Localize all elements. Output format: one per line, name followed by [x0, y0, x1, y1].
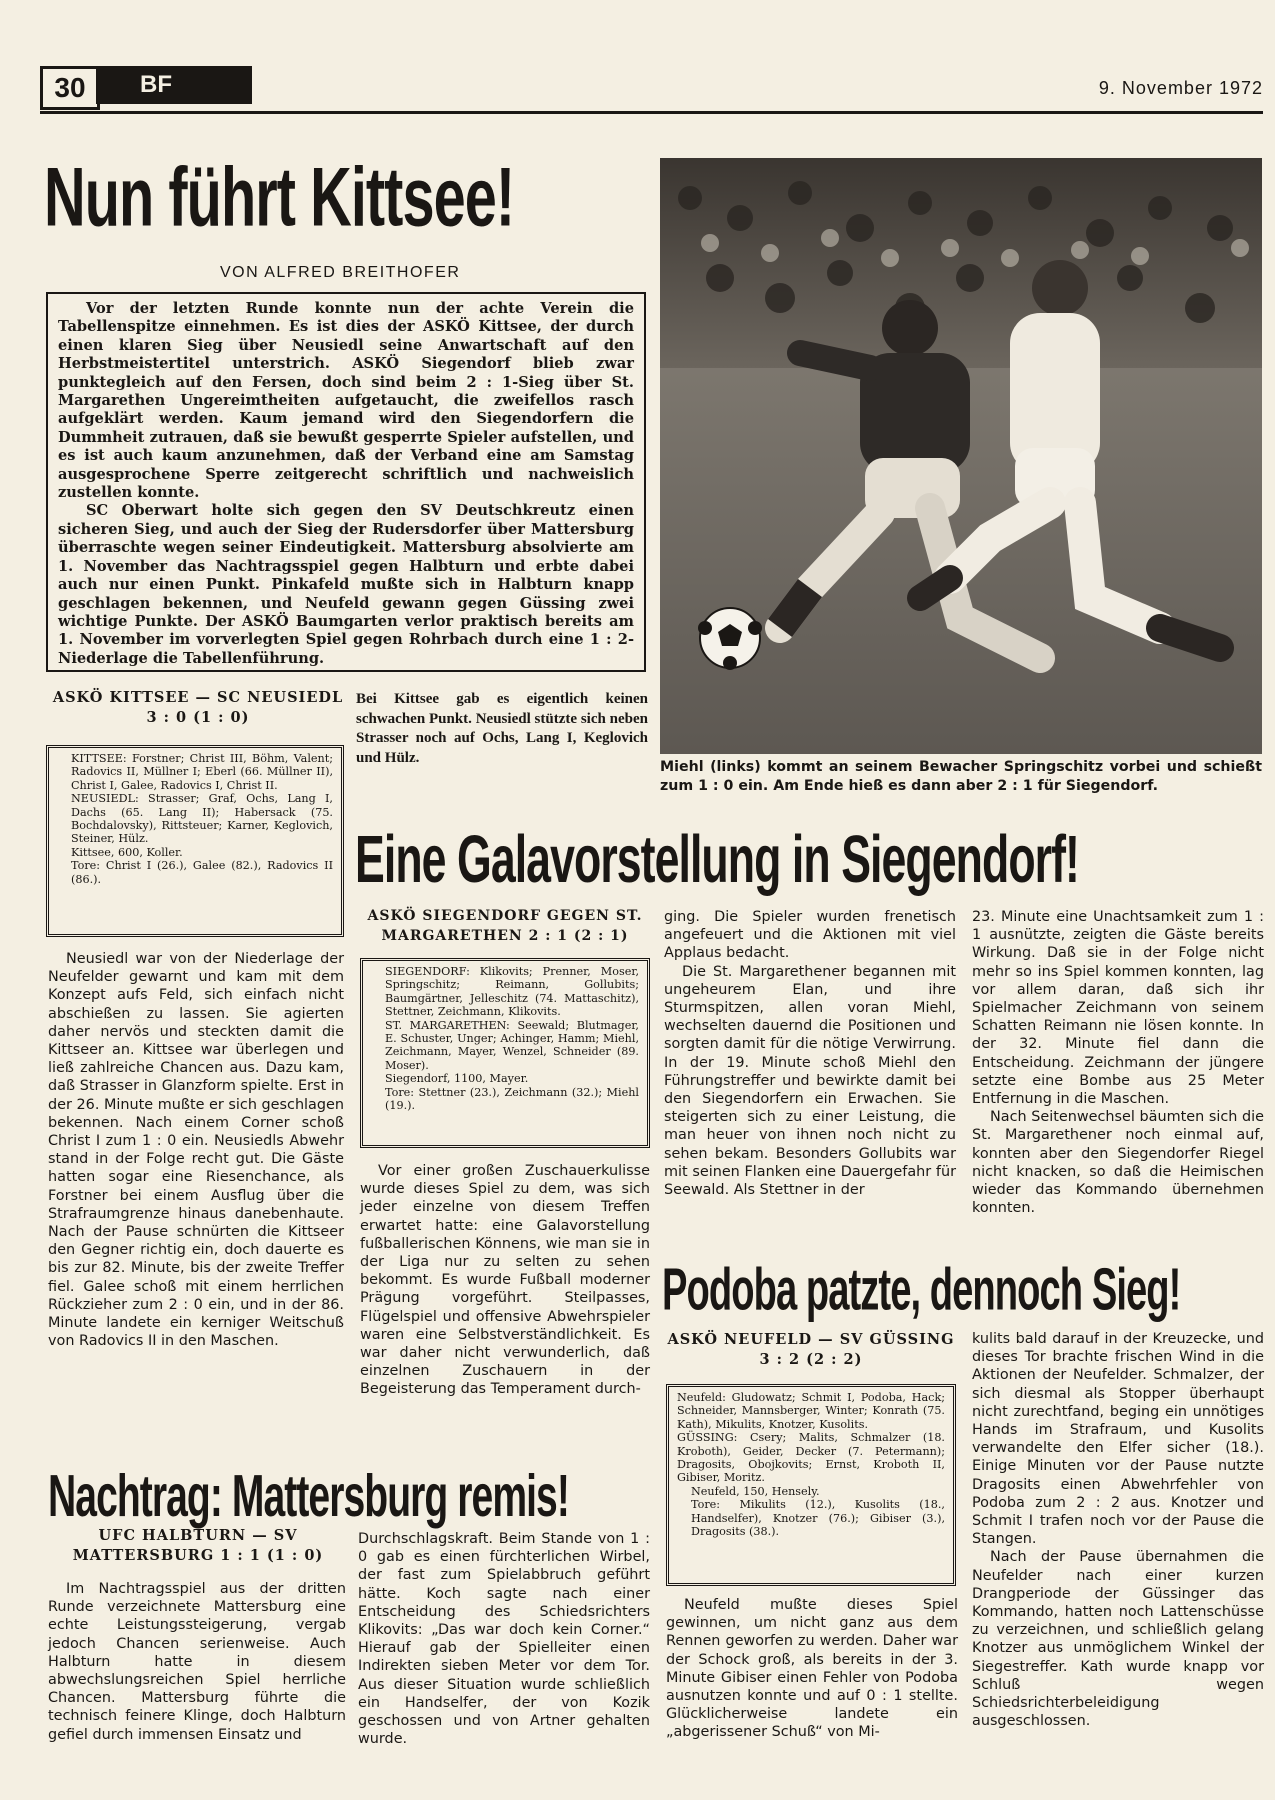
body-paragraph: Neufeld mußte dieses Spiel gewinnen, um nicht ganz aus dem Rennen geworfen zu werden. Daher war der Schock groß, als bereits in der 3. Minute Gibiser einen Fehler von Podoba ausnutzen konnte und auf 0 : 1 stellte. Glücklicherweise landete ein „abgerissener Schuß“ von Mi-	[666, 1597, 958, 1741]
match-title-neufeld: ASKÖ NEUFELD — SV GÜSSING 3 : 2 (2 : 2)	[667, 1331, 955, 1368]
lineup-home: KITTSEE: Forstner; Christ III, Böhm, Valent; Radovics II, Müllner I; Eberl (66. Müllner II), Christ I, Galee, Radovics I, Christ II.	[71, 752, 333, 792]
body-paragraph: Die St. Margarethener begannen mit ungeheurem Elan, und ihre Sturmspitzen, allen voran Miehl, wechselten dauernd die Positionen und sorgten damit für die nötige Verwirrung. In der 19. Minute schoß Miehl den Führungstreffer und bewirkte damit bei den Siegendorfern ein Erwachen. Sie steigerten sich zu einer Leistung, die man heuer von ihnen noch nicht zu sehen bekam. Besonders Gollubits war mit seinen Flanken eine Dauergefahr für Seewald. Als Stettner in der	[664, 963, 956, 1199]
article-siegendorf-col1	[360, 1162, 650, 1399]
page-number: 30	[40, 66, 100, 110]
goals: Tore: Christ I (26.), Galee (82.), Radovics II (86.).	[71, 859, 333, 886]
goals: Tore: Mikulits (12.), Kusolits (18., Handselfer), Knotzer (76.); Gibiser (3.), Dragosits (38.).	[691, 1498, 945, 1539]
lineup-home: SIEGENDORF: Klikovits; Prenner, Moser, Springschitz; Reimann, Gollubits; Baumgärtner, Jelleschitz (74. Mattaschitz), Stettner, Zeichmann, Klikovits.	[385, 965, 639, 1019]
match-title-halbturn: UFC HALBTURN — SV MATTERSBURG 1 : 1 (1 : 0)	[72, 1527, 324, 1564]
section-label: BF	[96, 66, 252, 104]
intro-paragraph: Vor der letzten Runde konnte nun der achte Verein die Tabellenspitze einnehmen. Es ist dies der ASKÖ Kittsee, der durch einen klaren Sieg über Neusiedl seine Anwartschaft auf den Herbstmeistertitel unterstrich. ASKÖ Siegendorf blieb zwar punktegleich auf den Fersen, doch sind beim 2 : 1-Sieg über St. Margarethen Ungereimtheiten aufgetaucht, die zweifellos rasch aufgeklärt werden. Kaum jemand wird den Siegendorfern die Dummheit zutrauen, daß sie bewußt gesperrte Spieler aufstellen, und es ist auch kaum anzunehmen, daß der Verband eine am Samstag ausgesprochene Sperre zeitgerecht schriftlich und nachweislich zustellen konnte.	[58, 300, 634, 502]
body-paragraph: Nach Seitenwechsel bäumten sich die St. Margarethener noch einmal auf, konnten aber den Siegendorfer Riegel nicht knacken, so daß die Heimischen wieder das Kommando übernehmen konnten.	[972, 1109, 1264, 1217]
lineup-box-neufeld	[666, 1384, 956, 1586]
body-paragraph: Im Nachtragsspiel aus der dritten Runde verzeichnete Mattersburg eine echte Leistungssteigerung, vergab jedoch Chancen serienweise. Auch Halbturn hatte in diesem abwechslungsreichen Spiel herrliche Chancen. Mattersburg führte die technisch feinere Klinge, doch Halbturn gefiel durch immensen Einsatz und	[48, 1581, 346, 1743]
header-rule	[40, 111, 1263, 114]
body-paragraph: 23. Minute eine Unachtsamkeit zum 1 : 1 ausnützte, zeigten die Gäste bereits Wirkung. Daß sie in der Folge nicht mehr so ins Spiel kommen konnten, lag vor allem daran, daß sich ihr Spielmacher Zeichmann von seinem Schatten Reimann nie lösen konnte. In der 32. Minute fiel dann die Entscheidung. Zeichmann der jüngere setzte eine Bombe aus 25 Meter Entfernung in die Maschen.	[972, 909, 1264, 1108]
issue-date: 9. November 1972	[1098, 78, 1263, 98]
lineup-box-siegendorf	[360, 958, 650, 1148]
article-mattersburg-col1	[48, 1580, 346, 1744]
lineup-home: Neufeld: Gludowatz; Schmit I, Podoba, Hack; Schneider, Mannsberger, Winter; Konrath (75. Kath), Mikulits, Knotzer, Kusolits.	[677, 1391, 945, 1431]
body-paragraph: Neusiedl war von der Niederlage der Neufelder gewarnt und kam mit dem Konzept aufs Feld, sich einfach nicht abschießen zu lassen. Sie agierten daher nervös und steckten damit die Kittseer an. Kittsee war überlegen und ließ zahlreiche Chancen aus. Dazu kam, daß Strasser in Glanzform spielte. Erst in der 26. Minute mußte er sich geschlagen bekennen. Nach einem Corner schoß Christ I zum 1 : 0 ein. Neusiedls Abwehr stand in der Folge recht gut. Die Gäste hatten sogar eine Riesenchance, als Forstner bei einem Ausflug über die Strafraumgrenze hinaus danebenhaute. Nach der Pause schnürten die Kittseer den Gegner richtig ein, doch dauerte es bis zur 82. Minute, bis der zweite Treffer fiel. Galee schoß mit einem herrlichen Rückzieher zum 2 : 0 ein, und in der 86. Minute landete ein kerniger Weitschuß von Radovics II in den Maschen.	[48, 951, 344, 1350]
lineup-away: GÜSSING: Csery; Malits, Schmalzer (18. Kroboth), Geider, Decker (7. Petermann); Dragosits, Obojkovits; Ernst, Kroboth II, Gibiser, Moritz.	[677, 1431, 945, 1485]
lineup-box-kittsee	[46, 745, 344, 937]
body-paragraph: ging. Die Spieler wurden frenetisch angefeuert und die Aktionen mit viel Applaus bedacht.	[664, 909, 956, 962]
body-paragraph: Nach der Pause übernahmen die Neufelder nach einer kurzen Drangperiode der Güssinger das Kommando, hatten noch Lattenschüsse zu verzeichnen, und schließlich gelang Knotzer aus unmöglichem Winkel der Siegestreffer. Kath wurde knapp vor Schluß wegen Schiedsrichterbeleidigung ausgeschlossen.	[972, 1549, 1264, 1730]
article-neufeld-col2	[972, 1330, 1264, 1730]
photo-illustration	[660, 158, 1262, 754]
intro-box	[46, 292, 646, 672]
body-paragraph: Vor einer großen Zuschauerkulisse wurde dieses Spiel zu dem, was sich jeder einzelne von diesem Treffen erwartet hatte: eine Galavorstellung fußballerischen Könnens, wie man sie in der Liga nur zu selten zu sehen bekommt. Es wurde Fußball moderner Prägung vorgeführt. Steilpasses, Flügelspiel und offensive Abwehrspieler waren eine Selbstverständlichkeit. Es war daher nicht verwunderlich, daß einzelnen Zuschauern in der Begeisterung das Temperament durch-	[360, 1163, 650, 1398]
lineup-away: NEUSIEDL: Strasser; Graf, Ochs, Lang I, Dachs (65. Lang II); Habersack (75. Bochdalovsky), Rittsteuer; Karner, Keglovich, Steiner, Hülz.	[71, 792, 333, 846]
headline-kittsee: Nun führt Kittsee!	[44, 151, 515, 245]
match-title-siegendorf: ASKÖ SIEGENDORF GEGEN ST. MARGARETHEN 2 : 1 (2 : 1)	[367, 908, 643, 944]
headline-neufeld: Podoba patzte, dennoch Sieg!	[662, 1256, 1181, 1323]
goals: Tore: Stettner (23.), Zeichmann (32.); Miehl (19.).	[385, 1085, 639, 1113]
kittsee-summary: Bei Kittsee gab es eigentlich keinen schwachen Punkt. Neusiedl stützte sich neben Strasser noch auf Ochs, Lang I, Keglovich und Hülz.	[356, 691, 648, 766]
article-siegendorf-col2	[664, 908, 956, 1199]
match-title-kittsee: ASKÖ KITTSEE — SC NEUSIEDL 3 : 0 (1 : 0)	[52, 689, 344, 726]
body-paragraph: kulits bald darauf in der Kreuzecke, und dieses Tor brachte frischen Wind in die Aktionen der Neufelder. Schmalzer, der sich diesmal als Stopper überhaupt nicht zurechtfand, beging ein unnötiges Hands im Strafraum, und Kusolits verwandelte den Elfer sicher (18.). Einige Minuten vor der Pause nutzte Dragosits einen Abwehrfehler von Podoba zum 2 : 2 aus. Knotzer und Schmit I trafen noch vor der Pause die Stangen.	[972, 1331, 1264, 1548]
intro-paragraph: SC Oberwart holte sich gegen den SV Deutschkreutz einen sicheren Sieg, und auch der Sieg der Rudersdorfer über Mattersburg überraschte wegen seiner Eindeutigkeit. Mattersburg absolvierte am 1. November das Nachtragsspiel gegen Halbturn und erbte dabei auch nur einen Punkt. Pinkafeld mußte sich in Halbturn knapp geschlagen bekennen, und Neufeld gewann gegen Güssing zwei wichtige Punkte. Der ASKÖ Baumgarten verlor praktisch bereits am 1. November im vorverlegten Spiel gegen Rohrbach durch eine 1 : 2-Niederlage die Tabellenführung.	[58, 502, 634, 667]
headline-siegendorf: Eine Galavorstellung in Siegendorf!	[355, 823, 1079, 898]
article-siegendorf-col3	[972, 908, 1264, 1217]
attendance: Kittsee, 600, Koller.	[71, 845, 183, 859]
body-paragraph: Durchschlagskraft. Beim Stande von 1 : 0 gab es einen fürchterlichen Wirbel, der fast zum Spielabbruch geführt hätte. Koch sagte nach einer Entscheidung des Schiedsrichters Klikovits: „Das war doch kein Corner.“ Hierauf gab der Spielleiter einen Indirekten sieben Meter vor dem Tor. Aus dieser Situation wurde schließlich ein Handselfer, der von Kozik geschossen und von Artner gehalten wurde.	[358, 1531, 650, 1748]
headline-mattersburg: Nachtrag: Mattersburg remis!	[48, 1462, 569, 1529]
article-kittsee-body	[48, 950, 344, 1350]
lineup-away: ST. MARGARETHEN: Seewald; Blutmager, E. Schuster, Unger; Achinger, Hamm; Miehl, Zeichmann, Mayer, Wenzel, Schneider (89. Moser).	[385, 1018, 639, 1072]
article-neufeld-col1	[666, 1596, 958, 1742]
match-photo	[660, 158, 1262, 754]
attendance: Siegendorf, 1100, Mayer.	[385, 1072, 529, 1086]
article-mattersburg-col2	[358, 1530, 650, 1748]
photo-caption: Miehl (links) kommt an seinem Bewacher Springschitz vorbei und schießt zum 1 : 0 ein. Am Ende hieß es dann aber 2 : 1 für Siegendorf.	[660, 759, 1262, 794]
attendance: Neufeld, 150, Hensely.	[691, 1484, 820, 1498]
byline: VON ALFRED BREITHOFER	[220, 264, 461, 281]
